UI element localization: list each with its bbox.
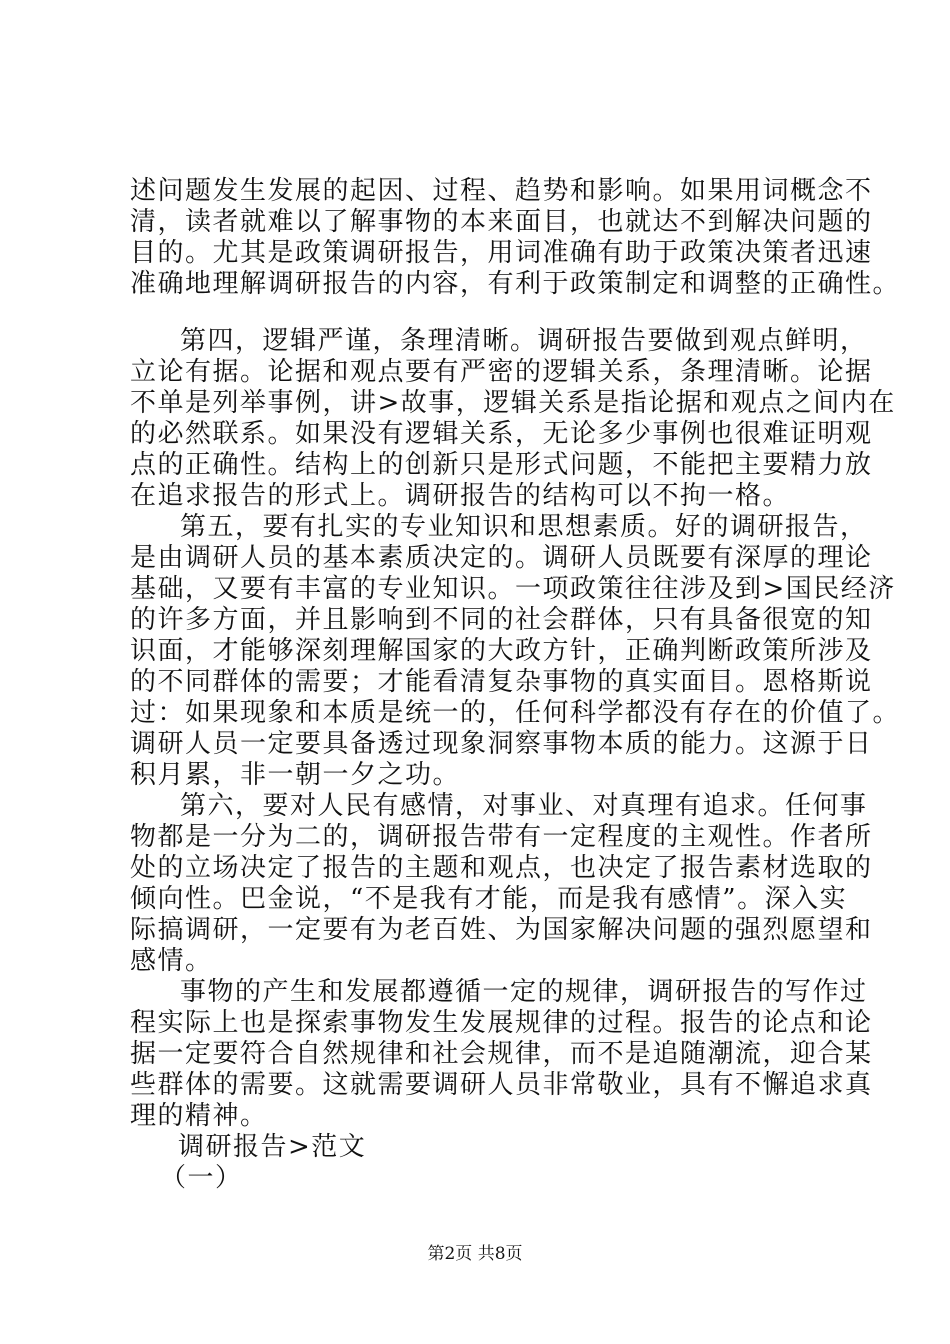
section-subheading: （一） xyxy=(160,1163,243,1193)
text-line: 识面，才能够深刻理解国家的大政方针，正确判断政策所涉及 xyxy=(130,636,873,666)
text-line: 倾向性。巴金说，“不是我有才能，而是我有感情”。深入实 xyxy=(130,884,848,914)
text-line: 程实际上也是探索事物发生发展规律的过程。报告的论点和论 xyxy=(130,1008,873,1038)
text-line: 理的精神。 xyxy=(130,1101,268,1131)
text-line: 积月累，非一朝一夕之功。 xyxy=(130,760,461,790)
page-number-footer: 第2页 共8页 xyxy=(427,1244,523,1264)
text-line: 物都是一分为二的，调研报告带有一定程度的主观性。作者所 xyxy=(130,822,873,852)
text-line: 第四，逻辑严谨，条理清晰。调研报告要做到观点鲜明， xyxy=(180,326,868,356)
text-line: 目的。尤其是政策调研报告，用词准确有助于政策决策者迅速 xyxy=(130,238,873,268)
text-line: 基础，又要有丰富的专业知识。一项政策往往涉及到>国民经济 xyxy=(130,574,896,604)
text-line: 的许多方面，并且影响到不同的社会群体，只有具备很宽的知 xyxy=(130,605,873,635)
text-line: 际搞调研，一定要有为老百姓、为国家解决问题的强烈愿望和 xyxy=(130,915,873,945)
text-line: 调研人员一定要具备透过现象洞察事物本质的能力。这源于日 xyxy=(130,729,873,759)
text-line: 立论有据。论据和观点要有严密的逻辑关系，条理清晰。论据 xyxy=(130,357,873,387)
text-line: 不单是列举事例，讲>故事，逻辑关系是指论据和观点之间内在 xyxy=(130,388,896,418)
text-line: 在追求报告的形式上。调研报告的结构可以不拘一格。 xyxy=(130,481,791,511)
text-line: 些群体的需要。这就需要调研人员非常敬业，具有不懈追求真 xyxy=(130,1070,873,1100)
text-line: 第五，要有扎实的专业知识和思想素质。好的调研报告， xyxy=(180,512,868,542)
text-line: 准确地理解调研报告的内容，有利于政策制定和调整的正确性。 xyxy=(130,269,901,299)
text-line: 事物的产生和发展都遵循一定的规律，调研报告的写作过 xyxy=(180,977,868,1007)
text-line: 的必然联系。如果没有逻辑关系，无论多少事例也很难证明观 xyxy=(130,419,873,449)
text-line: 的不同群体的需要；才能看清复杂事物的真实面目。恩格斯说 xyxy=(130,667,873,697)
text-line: 清，读者就难以了解事物的本来面目，也就达不到解决问题的 xyxy=(130,207,873,237)
text-line: 感情。 xyxy=(130,946,213,976)
text-line: 点的正确性。结构上的创新只是形式问题，不能把主要精力放 xyxy=(130,450,873,480)
text-line: 第六，要对人民有感情，对事业、对真理有追求。任何事 xyxy=(180,791,868,821)
section-heading: 调研报告>范文 xyxy=(178,1132,367,1162)
text-line: 述问题发生发展的起因、过程、趋势和影响。如果用词概念不 xyxy=(130,176,873,206)
text-line: 处的立场决定了报告的主题和观点，也决定了报告素材选取的 xyxy=(130,853,873,883)
text-line: 据一定要符合自然规律和社会规律，而不是追随潮流，迎合某 xyxy=(130,1039,873,1069)
text-line: 是由调研人员的基本素质决定的。调研人员既要有深厚的理论 xyxy=(130,543,873,573)
text-line: 过：如果现象和本质是统一的，任何科学都没有存在的价值了。 xyxy=(130,698,901,728)
